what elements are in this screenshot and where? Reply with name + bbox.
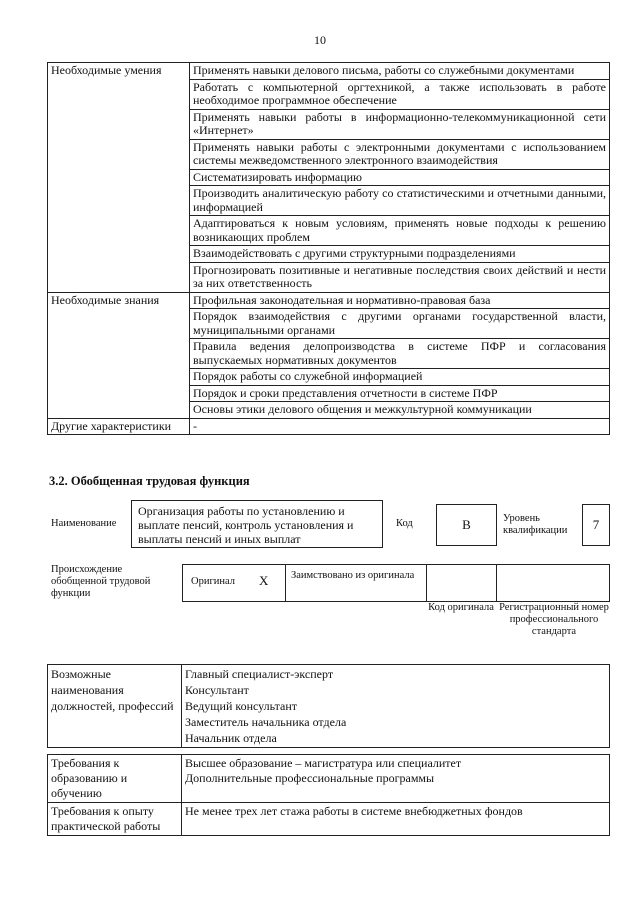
borrowed-label: Заимствовано из оригинала [291,570,415,581]
other-label: Другие характеристики [48,418,190,435]
divider [496,565,497,601]
level-label: Уровень квалификации [503,513,568,536]
knowledge-item: Профильная законодательная и нормативно-правовая база [190,292,610,309]
position-item: Начальник отдела [185,731,277,745]
skill-item: Прогнозировать позитивные и негативные последствия своих действий и нести за них ответственность [190,262,610,292]
skills-knowledge-table [47,62,610,435]
name-label: Наименование [51,518,117,529]
origin-row-box [182,564,610,602]
knowledge-item: Порядок и сроки представления отчетности в системе ПФР [190,385,610,402]
experience-label: Требования к опыту практической работы [48,803,182,836]
skill-item: Применять навыки делового письма, работы со служебными документами [190,63,610,80]
knowledge-item: Порядок взаимодействия с другими органами государственной власти, муниципальными органами [190,309,610,339]
code-origin-caption: Код оригинала [428,602,494,613]
position-item: Ведущий консультант [185,699,298,713]
original-mark: X [259,573,269,588]
knowledge-item: Порядок работы со служебной информацией [190,369,610,386]
positions-label: Возможные наименования должностей, профессий [48,665,182,748]
other-value: - [190,418,610,435]
education-label: Требования к образованию и обучению [48,755,182,803]
section-heading: 3.2. Обобщенная трудовая функция [49,474,250,488]
requirements-table [47,754,610,836]
divider [285,565,286,601]
skill-item: Систематизировать информацию [190,169,610,186]
reg-number-caption: Регистрационный номер профессионального стандарта [499,602,609,637]
knowledge-item: Правила ведения делопроизводства в системе ПФР и согласования выпускаемых нормативных документов [190,339,610,369]
function-name-box: Организация работы по установлению и выплате пенсий, контроль установления и выплаты пенсий и иных выплат [131,500,383,548]
education-item: Высшее образование – магистратура или специалитет [185,756,462,770]
position-item: Консультант [185,683,249,697]
position-item: Заместитель начальника отдела [185,715,347,729]
skill-item: Применять навыки работы в информационно-телекоммуникационной сети «Интернет» [190,109,610,139]
skill-item: Производить аналитическую работу со статистическими и отчетными данными, информацией [190,186,610,216]
code-label: Код [396,518,413,529]
skill-item: Взаимодействовать с другими структурными подразделениями [190,246,610,263]
skill-item: Адаптироваться к новым условиям, применять новые подходы к решению возникающих проблем [190,216,610,246]
skills-label: Необходимые умения [48,63,190,293]
knowledge-item: Основы этики делового общения и межкультурной коммуникации [190,402,610,419]
experience-value: Не менее трех лет стажа работы в системе внебюджетных фондов [182,803,610,836]
divider [426,565,427,601]
original-label: Оригинал [191,576,235,587]
level-value-box: 7 [582,504,610,546]
position-item: Главный специалист-эксперт [185,667,334,681]
code-value-box: В [436,504,497,546]
skill-item: Применять навыки работы с электронными документами с использованием системы межведомственного электронного взаимодействия [190,139,610,169]
page-number: 10 [314,33,326,47]
origin-label: Происхождение обобщенной трудовой функции [51,564,151,599]
knowledge-label: Необходимые знания [48,292,190,418]
skill-item: Работать с компьютерной оргтехникой, а также использовать в работе необходимое программное обеспечение [190,79,610,109]
positions-table [47,664,610,748]
positions-list [182,665,610,748]
education-item: Дополнительные профессиональные программы [185,771,435,785]
education-list [182,755,610,803]
